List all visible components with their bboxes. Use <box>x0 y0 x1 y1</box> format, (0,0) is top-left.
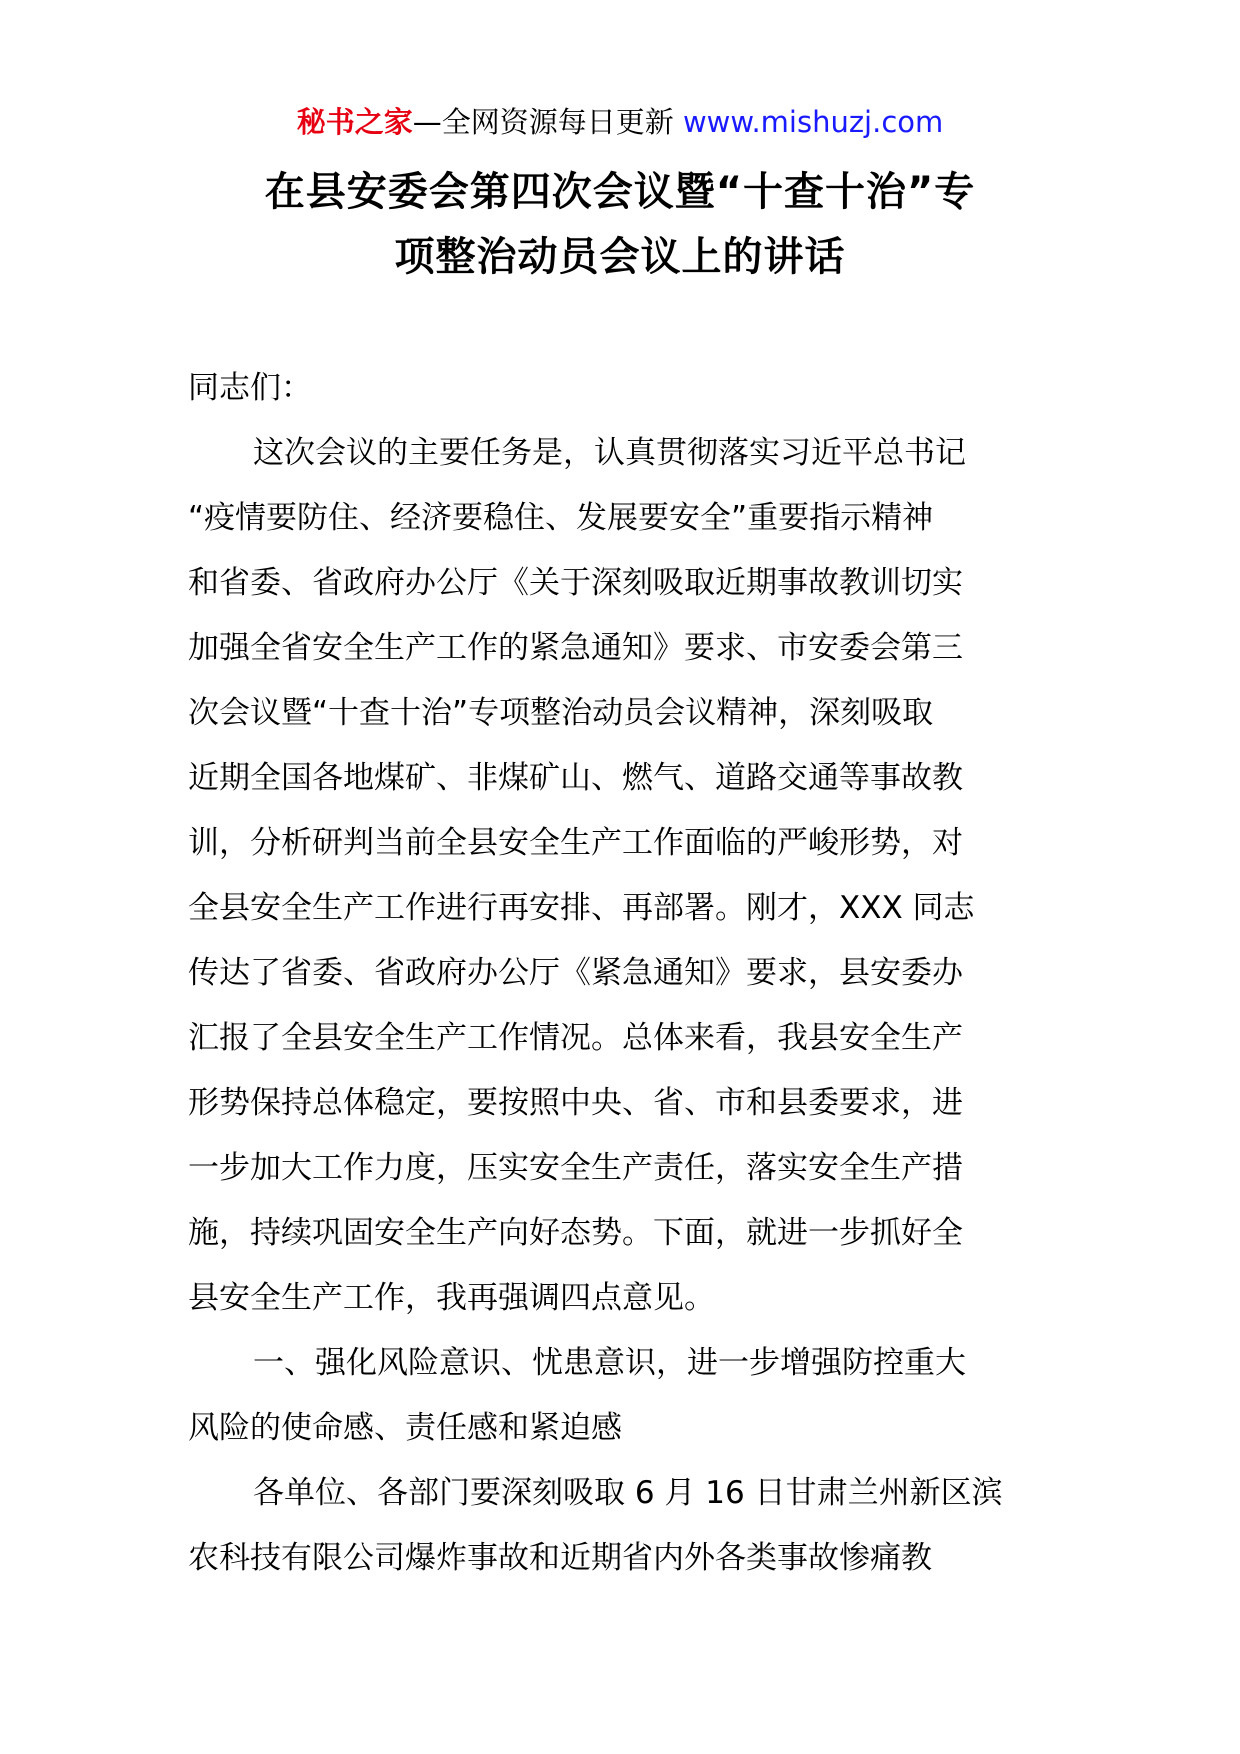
paragraph-line: 全县安全生产工作进行再安排、再部署。刚才，XXX 同志 <box>188 890 975 926</box>
paragraph-line: 近期全国各地煤矿、非煤矿山、燃气、道路交通等事故教 <box>188 760 963 796</box>
brand-name: 秘书之家 <box>296 105 413 139</box>
paragraph-line: 各单位、各部门要深刻吸取 6 月 16 日甘肃兰州新区滨 <box>253 1475 1003 1511</box>
paragraph-line: 施，持续巩固安全生产向好态势。下面，就进一步抓好全 <box>188 1215 963 1251</box>
salutation: 同志们： <box>188 370 312 406</box>
paragraph-line: 一步加大工作力度，压实安全生产责任，落实安全生产措 <box>188 1150 963 1186</box>
paragraph-line: 形势保持总体稳定，要按照中央、省、市和县委要求，进 <box>188 1085 963 1121</box>
paragraph-line: “疫情要防住、经济要稳住、发展要安全”重要指示精神 <box>188 500 934 536</box>
paragraph-line: 县安全生产工作，我再强调四点意见。 <box>188 1280 715 1316</box>
title-line: 项整治动员会议上的讲话 <box>394 234 846 280</box>
paragraph-line: 农科技有限公司爆炸事故和近期省内外各类事故惨痛教 <box>188 1540 932 1576</box>
paragraph-line: 和省委、省政府办公厅《关于深刻吸取近期事故教训切实 <box>188 565 963 601</box>
heading-line: 风险的使命感、责任感和紧迫感 <box>188 1410 622 1446</box>
document-title <box>160 160 1080 290</box>
heading-line: 一、强化风险意识、忧患意识，进一步增强防控重大 <box>253 1345 966 1381</box>
paragraph-line: 这次会议的主要任务是，认真贯彻落实习近平总书记 <box>253 435 966 471</box>
header-banner <box>0 102 1240 142</box>
paragraph-line: 传达了省委、省政府办公厅《紧急通知》要求，县安委办 <box>188 955 963 991</box>
paragraph-line: 加强全省安全生产工作的紧急通知》要求、市安委会第三 <box>188 630 963 666</box>
website-link[interactable]: www.mishuzj.com <box>682 105 944 139</box>
section-heading-1 <box>188 1331 1056 1461</box>
paragraph-intro <box>188 421 1056 1331</box>
header-tagline: —全网资源每日更新 <box>412 105 683 139</box>
title-line: 在县安委会第四次会议暨“十查十治”专 <box>264 169 976 215</box>
paragraph-section-1 <box>188 1461 1056 1591</box>
paragraph-line: 汇报了全县安全生产工作情况。总体来看，我县安全生产 <box>188 1020 963 1056</box>
paragraph-line: 训，分析研判当前全县安全生产工作面临的严峻形势，对 <box>188 825 963 861</box>
document-body <box>188 356 1056 1591</box>
paragraph-line: 次会议暨“十查十治”专项整治动员会议精神，深刻吸取 <box>188 695 934 731</box>
